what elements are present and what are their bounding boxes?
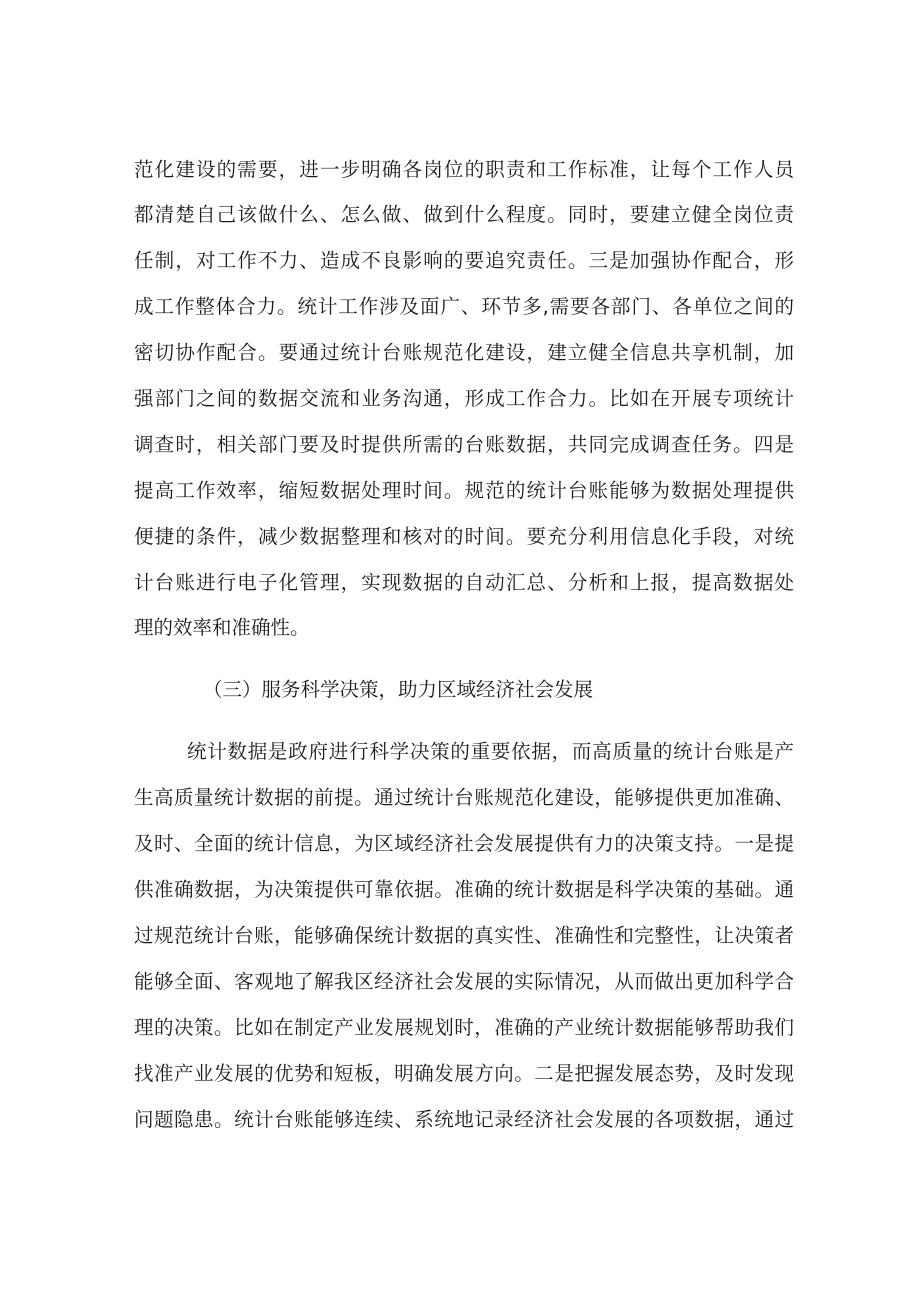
paragraph-line: 及时、全面的统计信息，为区域经济社会发展提供有力的决策支持。一是提: [134, 832, 794, 855]
paragraph-line: 便捷的条件，减少数据整理和核对的时间。要充分利用信息化手段，对统: [134, 525, 794, 548]
paragraph-line: 强部门之间的数据交流和业务沟通，形成工作合力。比如在开展专项统计: [134, 387, 794, 410]
paragraph-line: 都清楚自己该做什么、怎么做、做到什么程度。同时，要建立健全岗位责: [134, 203, 794, 226]
paragraph-line: 过规范统计台账，能够确保统计数据的真实性、准确性和完整性，让决策者: [134, 924, 794, 947]
paragraph-line: 成工作整体合力。统计工作涉及面广、环节多,需要各部门、各单位之间的: [134, 295, 794, 318]
paragraph-line: 生高质量统计数据的前提。通过统计台账规范化建设，能够提供更加准确、: [134, 786, 794, 809]
paragraph-line: 找准产业发展的优势和短板，明确发展方向。二是把握发展态势，及时发现: [134, 1062, 794, 1085]
paragraph-line: 调查时，相关部门要及时提供所需的台账数据，共同完成调查任务。四是: [134, 433, 794, 456]
paragraph-line: 提高工作效率，缩短数据处理时间。规范的统计台账能够为数据处理提供: [134, 479, 794, 502]
paragraph-line: 供准确数据，为决策提供可靠依据。准确的统计数据是科学决策的基础。通: [134, 878, 794, 901]
paragraph-line: 范化建设的需要，进一步明确各岗位的职责和工作标准，让每个工作人员: [134, 158, 794, 181]
paragraph-line: 能够全面、客观地了解我区经济社会发展的实际情况，从而做出更加科学合: [134, 970, 794, 993]
section-heading: （三）服务科学决策，助力区域经济社会发展: [203, 678, 594, 701]
paragraph-line: 密切协作配合。要通过统计台账规范化建设，建立健全信息共享机制，加: [134, 341, 794, 364]
paragraph-line: 问题隐患。统计台账能够连续、系统地记录经济社会发展的各项数据，通过: [134, 1108, 794, 1131]
paragraph-line: 任制，对工作不力、造成不良影响的要追究责任。三是加强协作配合，形: [134, 249, 794, 272]
paragraph-line: 统计数据是政府进行科学决策的重要依据，而高质量的统计台账是产: [187, 740, 794, 763]
paragraph-line: 计台账进行电子化管理，实现数据的自动汇总、分析和上报，提高数据处: [134, 571, 794, 594]
paragraph-line: 理的决策。比如在制定产业发展规划时，准确的产业统计数据能够帮助我们: [134, 1016, 794, 1039]
paragraph-line: 理的效率和准确性。: [134, 616, 310, 639]
